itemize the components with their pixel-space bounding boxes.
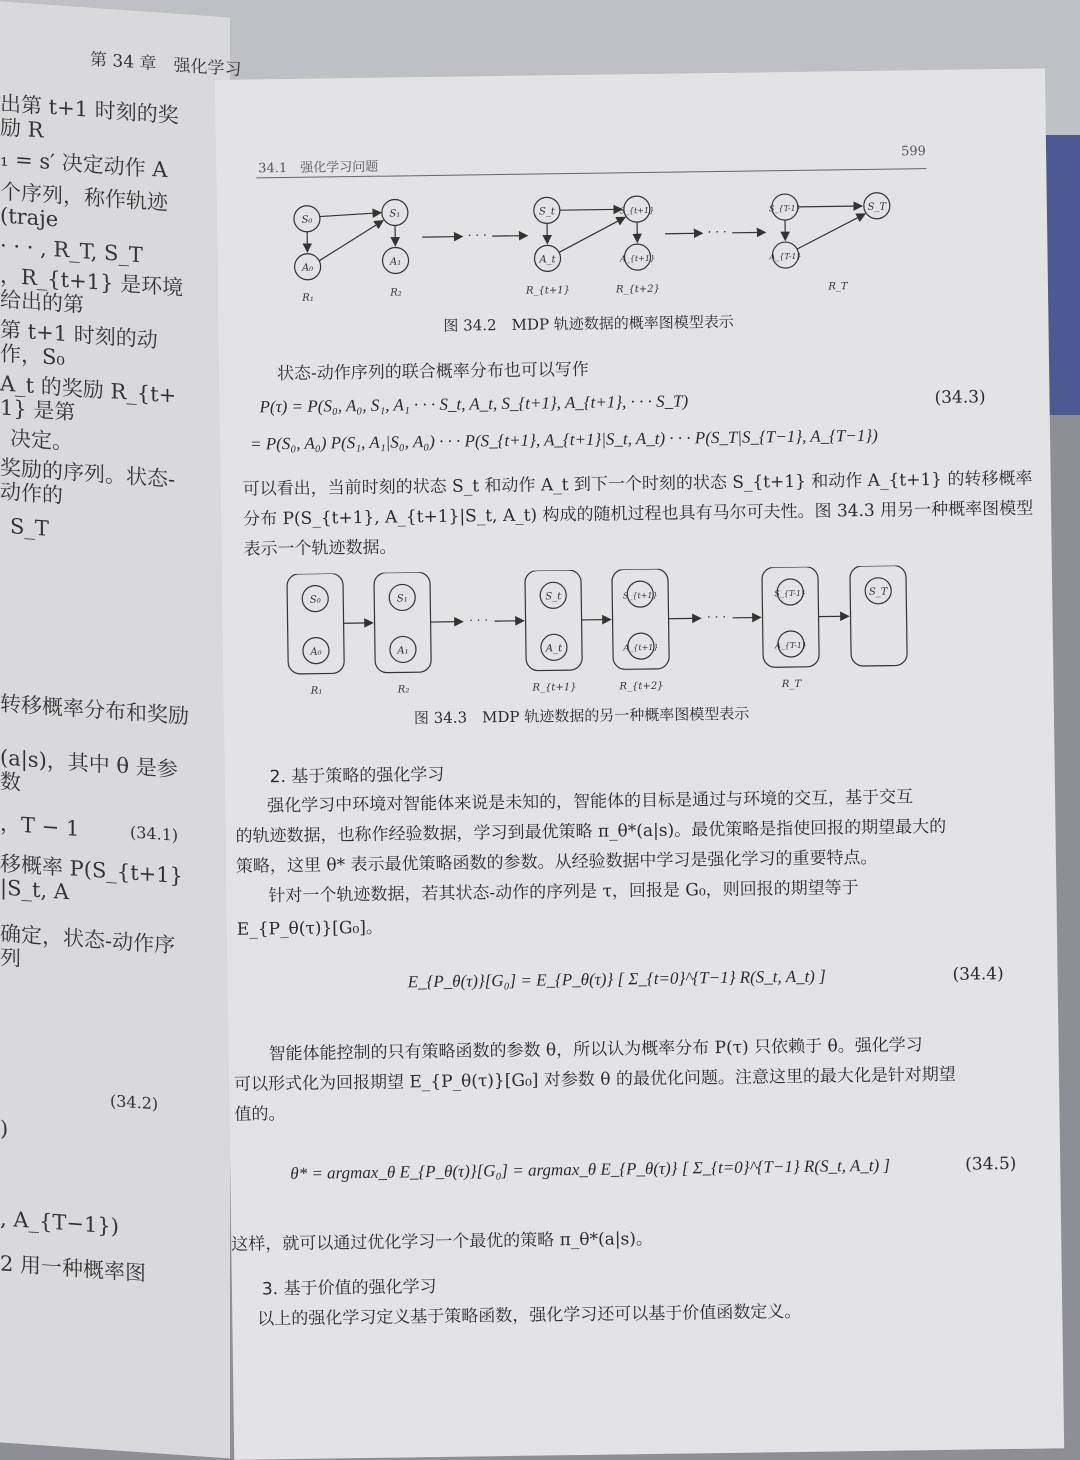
left-page bbox=[0, 0, 230, 1458]
reward-label: R_T bbox=[781, 679, 803, 690]
left-line: A_t 的奖励 R_{t+1} 是第 bbox=[0, 371, 190, 432]
left-line: 个序列，称作轨迹 (traje bbox=[0, 179, 190, 240]
reward-label: R₁ bbox=[301, 293, 314, 304]
left-line: , A_{T−1}) bbox=[0, 1206, 190, 1243]
left-line: 2 用一种概率图 bbox=[0, 1251, 190, 1288]
left-page-header: 第 34 章 强化学习 bbox=[90, 48, 241, 83]
node-label: S_{T-1} bbox=[769, 204, 801, 213]
paragraph-line: 表示一个轨迹数据。 bbox=[243, 533, 396, 565]
reward-label: R_T bbox=[827, 281, 849, 292]
section-heading: 2. 基于策略的强化学习 bbox=[270, 760, 445, 787]
node-label: S_{t+1} bbox=[619, 206, 654, 215]
paragraph-line: 分布 P(S_{t+1}, A_{t+1}|S_t, A_t) 构成的随机过程也具有马尔可夫性。图 34.3 用另一种概率图模型 bbox=[243, 494, 1033, 535]
node-label: S_{t+1} bbox=[623, 591, 658, 600]
paragraph-line: 针对一个轨迹数据，若其状态-动作的序列是 τ，回报是 G₀，则回报的期望等于 bbox=[268, 873, 859, 911]
paragraph-line: 可以看出，当前时刻的状态 S_t 和动作 A_t 到下一个时刻的状态 S_{t+1} 和动作 A_{t+1} 的转移概率 bbox=[243, 464, 1033, 505]
node-label: S₀ bbox=[301, 215, 312, 226]
left-line: 决定。 bbox=[10, 426, 200, 463]
node-label: A_{t+1} bbox=[622, 643, 658, 653]
node-label: A₀ bbox=[301, 263, 313, 274]
equation: θ* = argmax_θ E_{P_θ(τ)}[G₀] = argmax_θ E_{P_θ(τ)} [ Σ_{t=0}^{T−1} R(S_t, A_t) ] bbox=[290, 1156, 890, 1184]
left-line: · · · , R_T, S_T bbox=[0, 233, 190, 270]
paragraph-line: 策略，这里 θ* 表示最优策略函数的参数。从经验数据中学习是强化学习的重要特点。 bbox=[236, 843, 878, 882]
figure-caption: 图 34.2 MDP 轨迹数据的概率图模型表示 bbox=[443, 311, 734, 336]
left-line: 奖励的序列。状态-动作的 bbox=[0, 455, 190, 516]
paragraph: 状态-动作序列的联合概率分布也可以写作 bbox=[277, 355, 589, 389]
reward-label: R_{t+2} bbox=[615, 284, 660, 296]
node-label: A_{T-1} bbox=[774, 641, 807, 650]
left-line: 转移概率分布和奖励 bbox=[0, 691, 190, 728]
reward-label: R₂ bbox=[397, 684, 410, 695]
left-line: ，R_{t+1} 是环境给出的第 bbox=[0, 263, 190, 324]
ellipsis: · · · bbox=[708, 225, 727, 239]
node-label: S_t bbox=[545, 591, 562, 602]
paragraph-line: 可以形式化为回报期望 E_{P_θ(τ)}[G₀] 对参数 θ 的最优化问题。注意这里的最大化是针对期望 bbox=[234, 1060, 956, 1100]
node-label: A_{t+1} bbox=[619, 254, 655, 264]
node-label: A_t bbox=[538, 254, 556, 265]
left-eq-number: (34.2) bbox=[110, 1089, 158, 1116]
reward-label: R_{t+1} bbox=[525, 285, 570, 297]
node-label: A_t bbox=[545, 643, 563, 654]
paragraph-line: E_{P_θ(τ)}[G₀]。 bbox=[237, 913, 383, 945]
node-label: S_T bbox=[869, 587, 889, 598]
left-line: ，T − 1 bbox=[0, 811, 79, 841]
node-label: A₁ bbox=[396, 645, 408, 656]
node-label: S_t bbox=[539, 206, 556, 217]
right-page bbox=[215, 68, 1064, 1459]
paragraph-line: 值的。 bbox=[234, 1099, 285, 1130]
equation-number: (34.5) bbox=[965, 1149, 1017, 1180]
reward-label: R₂ bbox=[389, 287, 402, 298]
ellipsis: · · · bbox=[469, 613, 488, 627]
node-label: S_{T-1} bbox=[774, 589, 806, 598]
left-line: (a|s)，其中 θ 是参数 bbox=[0, 745, 190, 806]
equation: E_{P_θ(τ)}[G₀] = E_{P_θ(τ)} [ Σ_{t=0}^{T−1} R(S_t, A_t) ] bbox=[407, 967, 825, 993]
equation-number: (34.3) bbox=[934, 382, 986, 413]
left-line: 第 t+1 时刻的动作，S₀ bbox=[0, 317, 190, 378]
running-header: 34.1 强化学习问题 bbox=[258, 156, 378, 177]
node-label: A₁ bbox=[389, 256, 401, 267]
figure-34-2 bbox=[277, 180, 919, 309]
left-line: 出第 t+1 时刻的奖励 R bbox=[0, 91, 190, 152]
node-label: S_T bbox=[868, 202, 888, 213]
left-eq-number: (34.1) bbox=[130, 820, 178, 847]
left-line: ₁ = s′ 决定动作 A bbox=[0, 146, 190, 183]
left-line: ) bbox=[0, 1116, 8, 1141]
page-number: 599 bbox=[901, 144, 926, 159]
left-line: 确定，状态-动作序列 bbox=[0, 921, 190, 982]
reward-label: R₁ bbox=[310, 686, 323, 697]
paragraph-line: 智能体能控制的只有策略函数的参数 θ，所以认为概率分布 P(τ) 只依赖于 θ。强化学习 bbox=[268, 1030, 923, 1069]
paragraph: 以上的强化学习定义基于策略函数，强化学习还可以基于价值函数定义。 bbox=[257, 1297, 801, 1335]
ellipsis: · · · bbox=[707, 610, 726, 624]
paragraph: 这样，就可以通过优化学习一个最优的策略 π_θ*(a|s)。 bbox=[231, 1224, 653, 1260]
figure-caption: 图 34.3 MDP 轨迹数据的另一种概率图模型表示 bbox=[414, 703, 750, 729]
node-label: S₁ bbox=[389, 208, 400, 219]
figure-34-3 bbox=[282, 565, 924, 704]
ellipsis: · · · bbox=[468, 228, 487, 242]
paragraph-line: 强化学习中环境对智能体来说是未知的，智能体的目标是通过与环境的交互，基于交互 bbox=[267, 782, 913, 821]
paragraph-line: 的轨迹数据，也称作经验数据，学习到最优策略 π_θ*(a|s)。最优策略是指使回报的期望最大的 bbox=[235, 812, 946, 852]
node-label: A₀ bbox=[309, 647, 321, 658]
reward-label: R_{t+2} bbox=[618, 681, 663, 693]
reward-label: R_{t+1} bbox=[531, 682, 576, 694]
node-label: A_{T-1} bbox=[768, 252, 801, 261]
node-label: S₀ bbox=[310, 595, 321, 606]
left-line: S_T bbox=[10, 514, 200, 551]
left-line: 移概率 P(S_{t+1}|S_t, A bbox=[0, 851, 190, 912]
equation-line: P(τ) = P(S₀, A₀, S₁, A₁ · · · S_t, A_t, S_{t+1}, A_{t+1}, · · · S_T) bbox=[259, 391, 688, 417]
equation-number: (34.4) bbox=[952, 959, 1004, 990]
section-heading: 3. 基于价值的强化学习 bbox=[262, 1272, 437, 1299]
node-label: S₁ bbox=[397, 593, 408, 604]
equation-line: = P(S₀, A₀) P(S₁, A₁|S₀, A₀) · · · P(S_{t+1}, A_{t+1}|S_t, A_t) · · · P(S_T|S_{T−1}, A_{T−1}) bbox=[250, 426, 878, 455]
